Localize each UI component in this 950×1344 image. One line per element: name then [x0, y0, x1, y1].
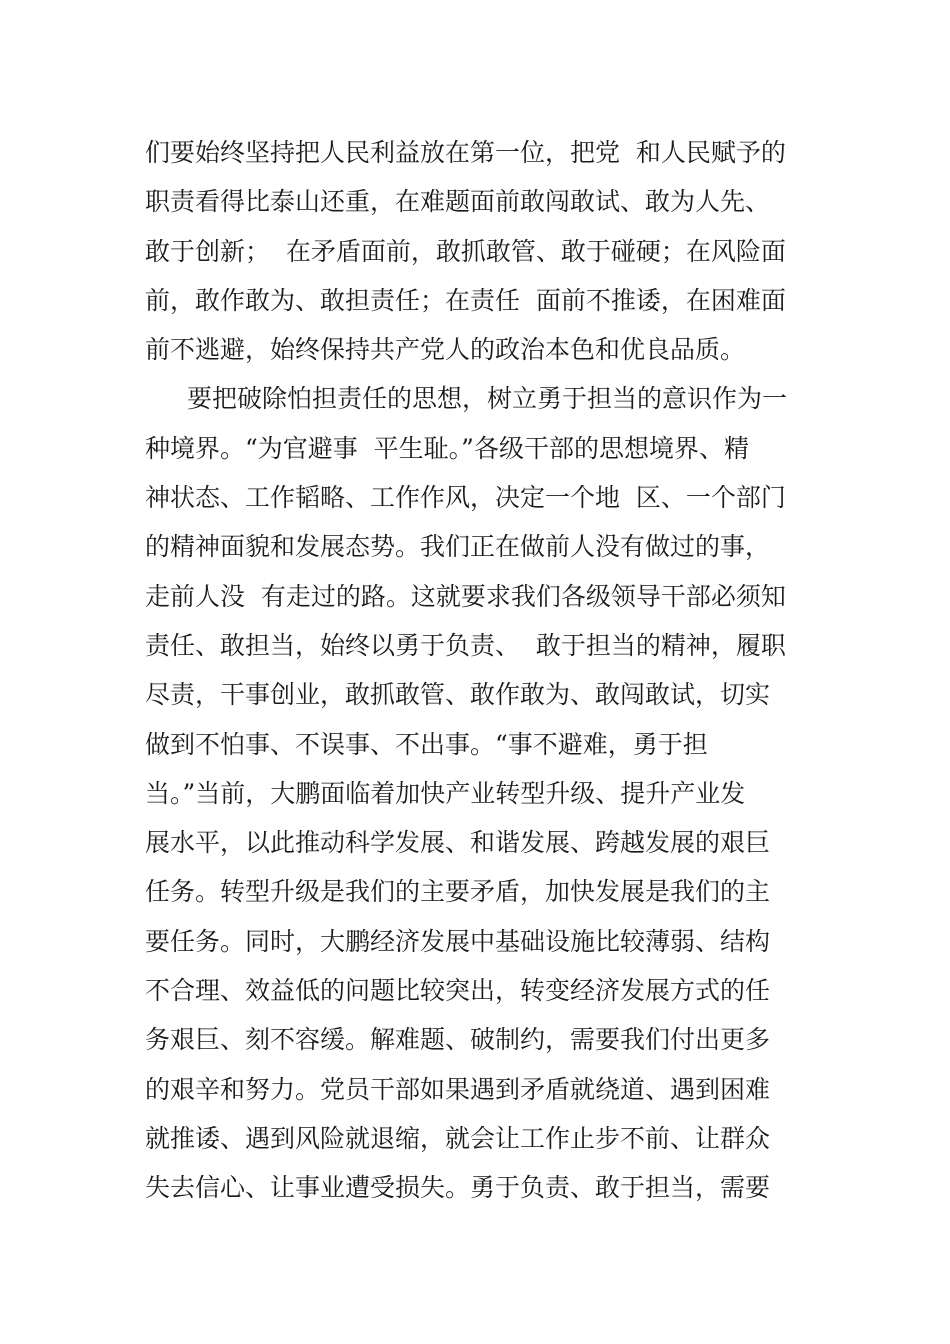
text-line: 们要始终坚持把人民利益放在第一位，把党 和人民赋予的 [145, 138, 786, 167]
text-line: 不合理、效益低的问题比较突出，转变经济发展方式的任 [145, 976, 771, 1006]
text-line: 务艰巨、刻不容缓。解难题、破制约，需要我们付出更多 [145, 1025, 771, 1055]
text-line: 失去信心、让事业遭受损失。勇于负责、敢于担当，需要 [145, 1173, 771, 1203]
text-line: 当。”当前，大鹏面临着加快产业转型升级、提升产业发 [145, 778, 746, 808]
text-line: 任务。转型升级是我们的主要矛盾，加快发展是我们的主 [145, 877, 771, 907]
text-line: 前，敢作敢为、敢担责任；在责任 面前不推诿，在困难面 [145, 285, 786, 315]
text-line: 敢于创新； 在矛盾面前，敢抓敢管、敢于碰硬；在风险面 [145, 236, 786, 266]
text-line: 神状态、工作韬略、工作作风，决定一个地 区、一个部门 [145, 483, 786, 513]
text-line: 的艰辛和努力。党员干部如果遇到矛盾就绕道、遇到困难 [145, 1074, 771, 1104]
text-line: 就推诿、遇到风险就退缩，就会让工作止步不前、让群众 [145, 1123, 771, 1153]
text-line: 种境界。“为官避事 平生耻。”各级干部的思想境界、精 [145, 433, 749, 463]
text-line: 前不逃避，始终保持共产党人的政治本色和优良品质。 [145, 335, 746, 365]
text-line: 尽责，干事创业，敢抓敢管、敢作敢为、敢闯敢试，切实 [145, 680, 771, 710]
text-line: 走前人没 有走过的路。这就要求我们各级领导干部必须知 [145, 581, 786, 611]
text-line: 要任务。同时，大鹏经济发展中基础设施比较薄弱、结构 [145, 926, 771, 956]
text-line: 的精神面貌和发展态势。我们正在做前人没有做过的事， [145, 532, 771, 562]
text-line: 职责看得比泰山还重，在难题面前敢闯敢试、敢为人先、 [145, 187, 771, 217]
text-line: 责任、敢担当，始终以勇于负责、 敢于担当的精神，履职 [145, 630, 786, 660]
body-text [145, 128, 815, 1213]
paragraph-first-line: 要把破除怕担责任的思想，树立勇于担当的意识作为一 [187, 384, 788, 414]
text-line: 展水平，以此推动科学发展、和谐发展、跨越发展的艰巨 [145, 828, 771, 858]
text-line: 做到不怕事、不误事、不出事。“事不避难，勇于担 [145, 729, 708, 759]
